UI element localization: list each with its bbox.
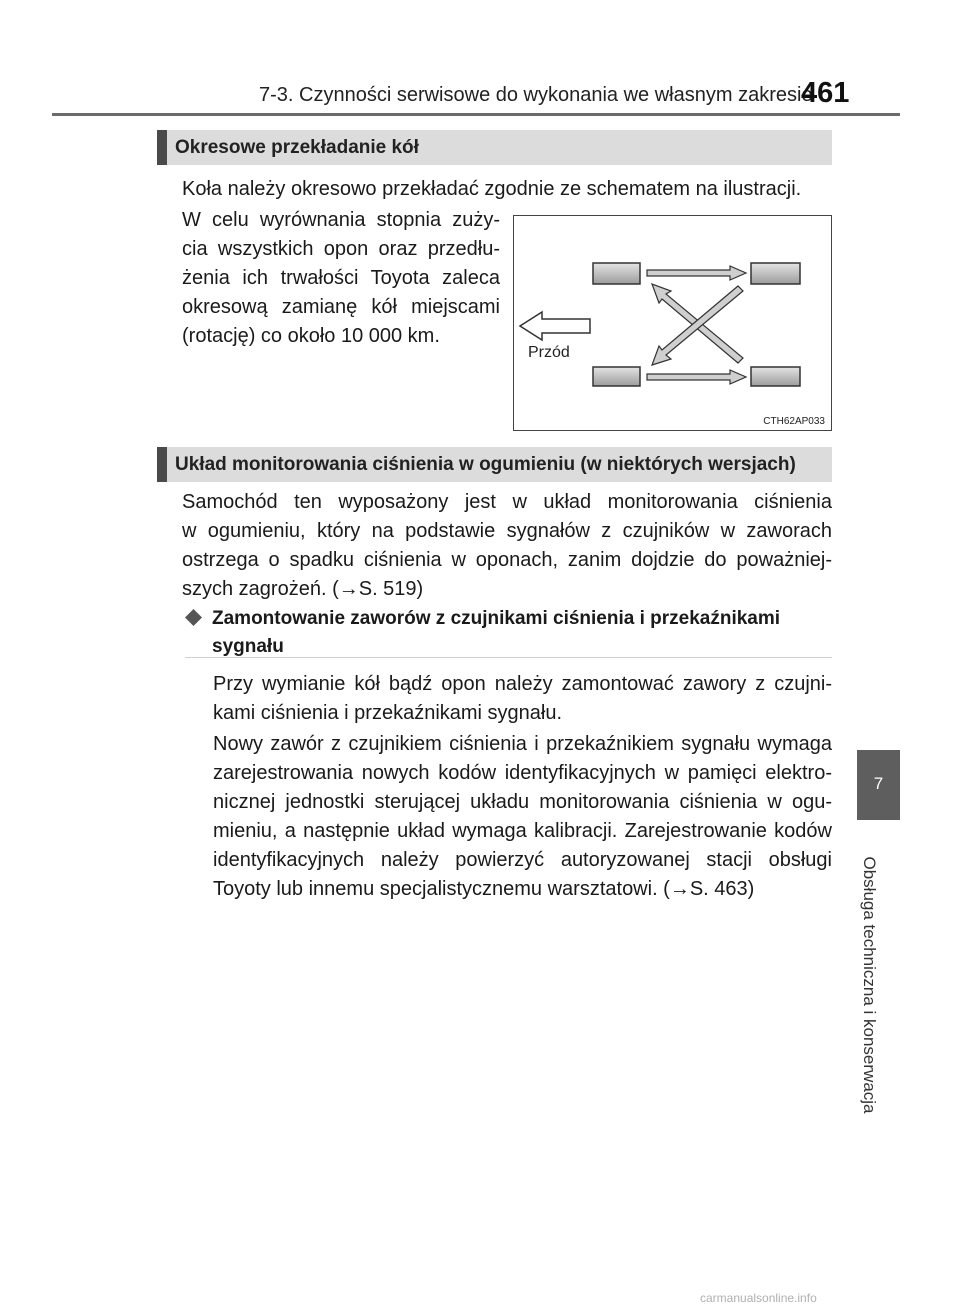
- section-title: Okresowe przekładanie kół: [175, 137, 419, 158]
- tire-front-left: [593, 263, 640, 284]
- tire-rotation-diagram: [513, 215, 832, 431]
- valve-line: Nowy zawór z czujnikiem ciśnienia i przekaźnikiem sygnału wymaga: [213, 733, 832, 755]
- section-marker: [157, 130, 167, 165]
- tire-front-right: [593, 367, 640, 386]
- rotation-diagram-svg: [514, 216, 833, 432]
- watermark: carmanualsonline.info: [700, 1291, 817, 1305]
- rotation-intro: Koła należy okresowo przekładać zgodnie ze schematem na ilustracji.: [182, 178, 802, 200]
- subheading-valve-sensors: [185, 605, 835, 661]
- diamond-bullet-icon: [185, 609, 202, 626]
- valve-paragraph-2: [213, 730, 832, 904]
- rotation-line: żenia ich trwałości Toyota zaleca: [182, 267, 500, 289]
- rotation-line: W celu wyrównania stopnia zuży-: [182, 209, 500, 231]
- rotation-line: cia wszystkich opon oraz przedłu-: [182, 238, 500, 260]
- valve-line: nicznej jednostki sterującej układu monitorowania ciśnienia w ogu-: [213, 791, 832, 813]
- tpms-body: [182, 488, 832, 604]
- front-direction-arrow: [520, 312, 590, 340]
- rotation-line: (rotację) co około 10 000 km.: [182, 325, 440, 347]
- valve-line: mieniu, a następnie układ wymaga kalibracji. Zarejestrowanie kodów: [213, 820, 832, 842]
- chapter-tab: [857, 750, 900, 820]
- tpms-line: w ogumieniu, który na podstawie sygnałów z czujników w zaworach: [182, 520, 832, 542]
- valve-line: kami ciśnienia i przekaźnikami sygnału.: [213, 702, 563, 724]
- front-label: Przód: [528, 344, 570, 361]
- section-marker: [157, 447, 167, 482]
- valve-paragraph-1: [213, 670, 832, 728]
- chapter-title: Obsługa techniczna i konserwacja: [860, 856, 879, 1114]
- subheading-divider: [185, 657, 832, 658]
- figure-code: CTH62AP033: [763, 416, 825, 427]
- valve-line: Toyoty lub innemu specjalistycznemu warsztatowi. (→S. 463): [213, 878, 755, 900]
- valve-line: identyfikacyjnych należy powierzyć autoryzowanej stacji obsługi: [213, 849, 832, 871]
- section-heading-tpms: [157, 447, 832, 482]
- section-title: Układ monitorowania ciśnienia w ogumieniu (w niektórych wersjach): [175, 454, 796, 475]
- page-number: 461: [801, 77, 850, 109]
- chapter-number: 7: [873, 774, 884, 793]
- valve-line: zarejestrowania nowych kodów identyfikacyjnych w pamięci elektro-: [213, 762, 832, 784]
- tire-rear-left: [751, 263, 800, 284]
- header-divider: [52, 113, 900, 116]
- section-heading-tire-rotation: [157, 130, 832, 165]
- tpms-line: ostrzega o spadku ciśnienia w oponach, zanim dojdzie do poważniej-: [182, 549, 832, 571]
- tpms-line: Samochód ten wyposażony jest w układ monitorowania ciśnienia: [182, 491, 832, 513]
- tpms-line: szych zagrożeń. (→S. 519): [182, 578, 424, 600]
- tire-rear-right: [751, 367, 800, 386]
- rotation-line: okresową zamianę kół miejscami: [182, 296, 500, 318]
- valve-line: Przy wymianie kół bądź opon należy zamontować zawory z czujni-: [213, 673, 832, 695]
- header-title: 7-3. Czynności serwisowe do wykonania we własnym zakresie: [259, 84, 813, 106]
- subheading-text: Zamontowanie zaworów z czujnikami ciśnienia i przekaźnikami sygnału: [212, 608, 781, 657]
- arrow-right-front-to-rear: [647, 370, 746, 384]
- rotation-body: [182, 206, 500, 351]
- chapter-title-vertical: [849, 850, 889, 1120]
- arrow-left-front-to-rear: [647, 266, 746, 280]
